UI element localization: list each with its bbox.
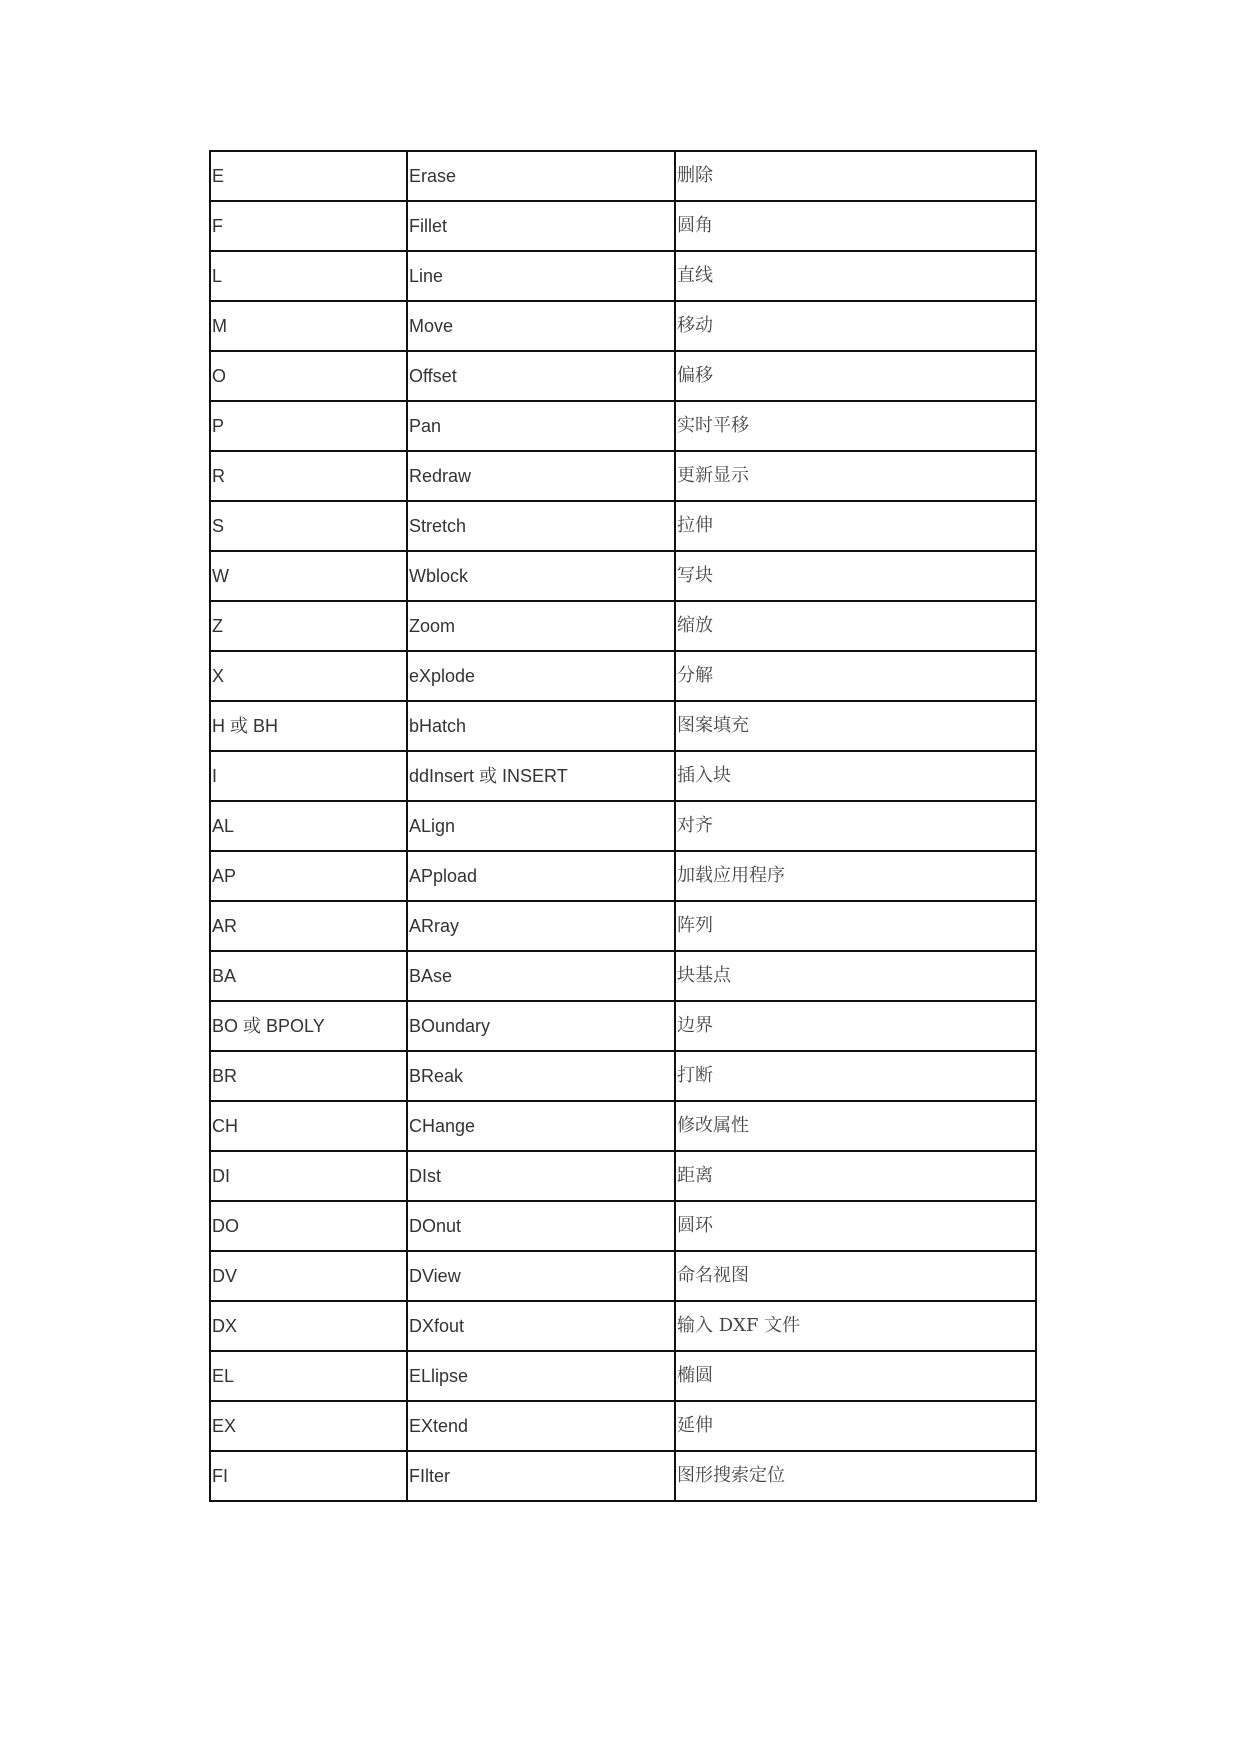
command-cell: ALign [407, 801, 675, 851]
table-row [210, 1251, 1036, 1301]
command-cell: ARray [407, 901, 675, 951]
command-cell: Zoom [407, 601, 675, 651]
command-cell: Offset [407, 351, 675, 401]
meaning-cell: 加载应用程序 [675, 851, 1036, 901]
table-row [210, 601, 1036, 651]
abbreviation-cell: BA [210, 951, 407, 1001]
command-cell: Pan [407, 401, 675, 451]
meaning-cell: 打断 [675, 1051, 1036, 1101]
abbreviation-cell: X [210, 651, 407, 701]
abbreviation-cell: P [210, 401, 407, 451]
abbreviation-cell: AP [210, 851, 407, 901]
abbreviation-cell: BO 或 BPOLY [210, 1001, 407, 1051]
table-row [210, 851, 1036, 901]
command-cell: ELlipse [407, 1351, 675, 1401]
meaning-cell: 距离 [675, 1151, 1036, 1201]
meaning-cell: 实时平移 [675, 401, 1036, 451]
abbreviation-cell: DO [210, 1201, 407, 1251]
table-row [210, 651, 1036, 701]
table-row [210, 251, 1036, 301]
meaning-cell: 更新显示 [675, 451, 1036, 501]
meaning-cell: 块基点 [675, 951, 1036, 1001]
meaning-cell: 圆环 [675, 1201, 1036, 1251]
abbreviation-cell: CH [210, 1101, 407, 1151]
table-row [210, 151, 1036, 201]
meaning-cell: 删除 [675, 151, 1036, 201]
meaning-cell: 对齐 [675, 801, 1036, 851]
table-row [210, 401, 1036, 451]
command-cell: DIst [407, 1151, 675, 1201]
abbreviation-cell: DV [210, 1251, 407, 1301]
table-row [210, 751, 1036, 801]
command-cell: Line [407, 251, 675, 301]
table-row [210, 201, 1036, 251]
meaning-cell: 输入 DXF 文件 [675, 1301, 1036, 1351]
meaning-cell: 拉伸 [675, 501, 1036, 551]
abbreviation-cell: EX [210, 1401, 407, 1451]
meaning-cell: 图形搜索定位 [675, 1451, 1036, 1501]
meaning-cell: 移动 [675, 301, 1036, 351]
table-row [210, 1101, 1036, 1151]
command-cell: FIlter [407, 1451, 675, 1501]
meaning-cell: 直线 [675, 251, 1036, 301]
command-cell: CHange [407, 1101, 675, 1151]
command-cell: ddInsert 或 INSERT [407, 751, 675, 801]
command-cell: DXfout [407, 1301, 675, 1351]
abbreviation-cell: W [210, 551, 407, 601]
abbreviation-cell: O [210, 351, 407, 401]
command-cell: EXtend [407, 1401, 675, 1451]
table-row [210, 701, 1036, 751]
table-row [210, 1051, 1036, 1101]
command-cell: Stretch [407, 501, 675, 551]
abbreviation-cell: E [210, 151, 407, 201]
abbreviation-cell: AL [210, 801, 407, 851]
meaning-cell: 边界 [675, 1001, 1036, 1051]
table-row [210, 1351, 1036, 1401]
table-row [210, 451, 1036, 501]
abbreviation-cell: BR [210, 1051, 407, 1101]
abbreviation-cell: FI [210, 1451, 407, 1501]
abbreviation-cell: F [210, 201, 407, 251]
table-row [210, 1401, 1036, 1451]
table-row [210, 1301, 1036, 1351]
meaning-cell: 图案填充 [675, 701, 1036, 751]
table-row [210, 1451, 1036, 1501]
meaning-cell: 延伸 [675, 1401, 1036, 1451]
command-cell: Redraw [407, 451, 675, 501]
table-row [210, 1201, 1036, 1251]
command-cell: Fillet [407, 201, 675, 251]
abbreviation-cell: M [210, 301, 407, 351]
command-table [209, 150, 1037, 1502]
command-cell: BAse [407, 951, 675, 1001]
meaning-cell: 插入块 [675, 751, 1036, 801]
table-row [210, 1001, 1036, 1051]
meaning-cell: 修改属性 [675, 1101, 1036, 1151]
command-cell: Wblock [407, 551, 675, 601]
abbreviation-cell: DX [210, 1301, 407, 1351]
table-row [210, 1151, 1036, 1201]
meaning-cell: 命名视图 [675, 1251, 1036, 1301]
abbreviation-cell: DI [210, 1151, 407, 1201]
table-row [210, 351, 1036, 401]
command-cell: APpload [407, 851, 675, 901]
table-row [210, 901, 1036, 951]
table-row [210, 501, 1036, 551]
command-table-body [210, 151, 1036, 1501]
table-row [210, 551, 1036, 601]
abbreviation-cell: S [210, 501, 407, 551]
meaning-cell: 圆角 [675, 201, 1036, 251]
meaning-cell: 分解 [675, 651, 1036, 701]
table-row [210, 951, 1036, 1001]
command-cell: Move [407, 301, 675, 351]
abbreviation-cell: EL [210, 1351, 407, 1401]
command-cell: eXplode [407, 651, 675, 701]
command-cell: bHatch [407, 701, 675, 751]
command-cell: DOnut [407, 1201, 675, 1251]
meaning-cell: 偏移 [675, 351, 1036, 401]
meaning-cell: 缩放 [675, 601, 1036, 651]
abbreviation-cell: H 或 BH [210, 701, 407, 751]
abbreviation-cell: Z [210, 601, 407, 651]
abbreviation-cell: R [210, 451, 407, 501]
abbreviation-cell: AR [210, 901, 407, 951]
abbreviation-cell: L [210, 251, 407, 301]
meaning-cell: 写块 [675, 551, 1036, 601]
meaning-cell: 椭圆 [675, 1351, 1036, 1401]
command-cell: BOundary [407, 1001, 675, 1051]
meaning-cell: 阵列 [675, 901, 1036, 951]
command-cell: BReak [407, 1051, 675, 1101]
table-row [210, 801, 1036, 851]
command-cell: Erase [407, 151, 675, 201]
abbreviation-cell: I [210, 751, 407, 801]
command-cell: DView [407, 1251, 675, 1301]
table-row [210, 301, 1036, 351]
